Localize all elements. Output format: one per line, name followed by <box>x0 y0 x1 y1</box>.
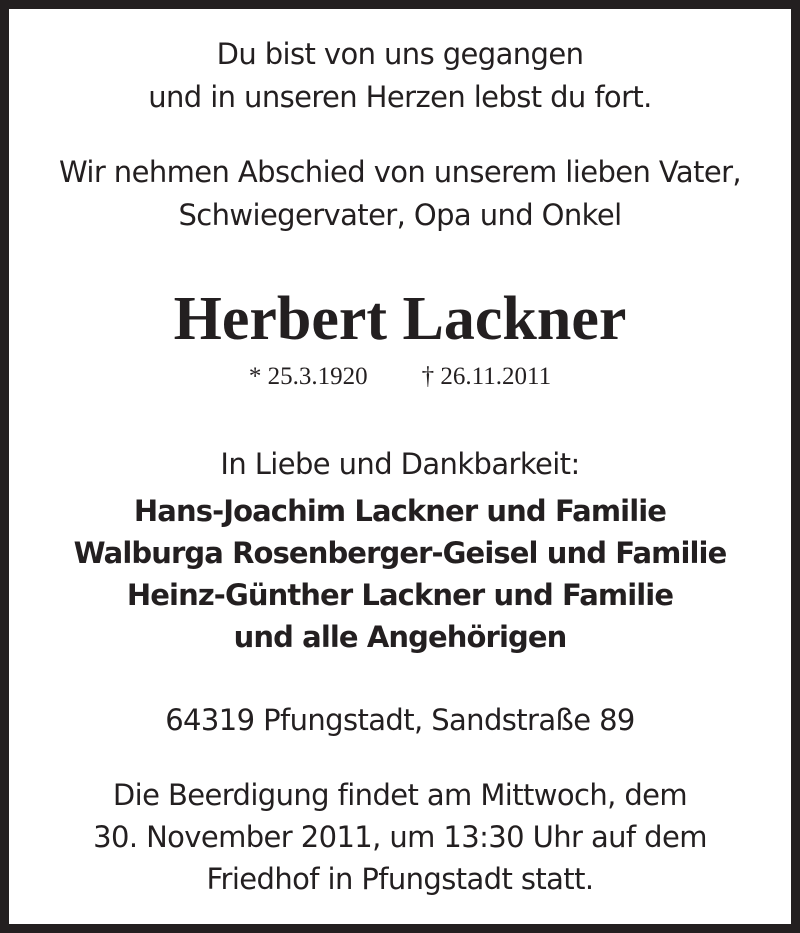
verse-line-2: und in unseren Herzen lebst du fort. <box>148 80 652 114</box>
mourner-1: Hans-Joachim Lackner und Familie <box>133 494 667 528</box>
birth-date: * 25.3.1920 <box>248 363 368 390</box>
intro-line-1: Wir nehmen Abschied von unserem lieben Vater, <box>58 155 742 189</box>
address: 64319 Pfungstadt, Sandstraße 89 <box>165 703 635 737</box>
thanks-heading: In Liebe und Dankbarkeit: <box>220 447 580 481</box>
funeral-line-1: Die Beerdigung findet am Mittwoch, dem <box>112 778 688 812</box>
verse-line-1: Du bist von uns gegangen <box>216 37 584 71</box>
intro-line-2: Schwiegervater, Opa und Onkel <box>178 198 622 232</box>
mourner-4: und alle Angehörigen <box>233 620 567 654</box>
deceased-name: Herbert Lackner <box>173 285 627 353</box>
mourner-2: Walburga Rosenberger-Geisel und Familie <box>73 536 727 570</box>
death-date: † 26.11.2011 <box>421 363 552 390</box>
obituary-notice <box>9 9 791 924</box>
funeral-line-3: Friedhof in Pfungstadt statt. <box>206 862 594 896</box>
funeral-line-2: 30. November 2011, um 13:30 Uhr auf dem <box>93 820 707 854</box>
mourner-3: Heinz-Günther Lackner und Familie <box>126 578 674 612</box>
life-dates <box>9 364 791 389</box>
